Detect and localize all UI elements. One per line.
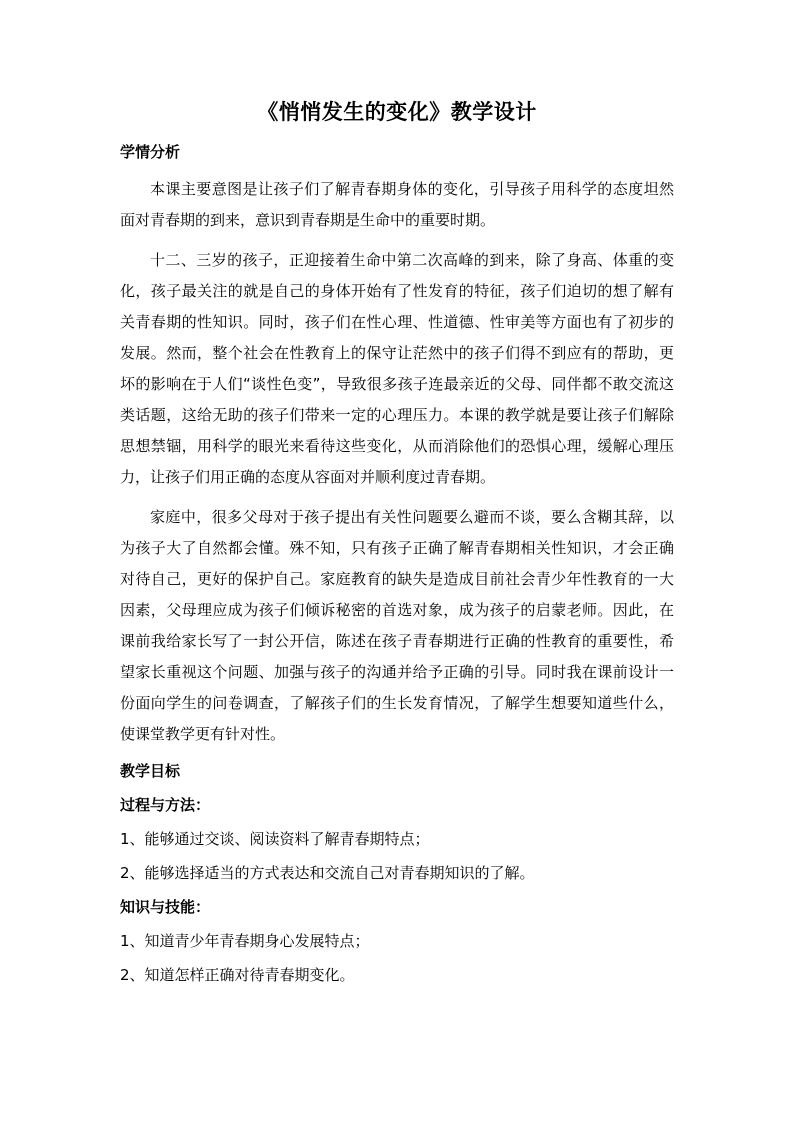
knowledge-item-1: 1、知道青少年青春期身心发展特点； xyxy=(120,932,370,950)
analysis-paragraph-1: 本课主要意图是让孩子们了解青春期身体的变化，引导孩子用科学的态度坦然面对青春期的到来，意识到青春期是生命中的重要时期。 xyxy=(120,180,674,229)
process-item-2: 2、能够选择适当的方式表达和交流自己对青春期知识的了解。 xyxy=(120,864,535,882)
analysis-paragraph-3: 家庭中，很多父母对于孩子提出有关性问题要么避而不谈，要么含糊其辞，以为孩子大了自然都会懂。殊不知，只有孩子正确了解青春期相关性知识，才会正确对待自己，更好的保护自己。家庭教育的缺失是造成目前社会青少年性教育的一大因素，父母理应成为孩子们倾诉秘密的首选对象，成为孩子的启蒙老师。因此，在课前我给家长写了一封公开信，陈述在孩子青春期进行正确的性教育的重要性，希望家长重视这个问题、加强与孩子的沟通并给予正确的引导。同时我在课前设计一份面向学生的问卷调查，了解孩子们的生长发育情况，了解学生想要知道些什么，使课堂教学更有针对性。 xyxy=(120,508,674,743)
section-heading-goals: 教学目标 xyxy=(120,762,181,780)
subheading-knowledge-skills: 知识与技能： xyxy=(120,898,211,916)
process-item-1: 1、能够通过交谈、阅读资料了解青春期特点； xyxy=(120,830,430,848)
document-title: 《悄悄发生的变化》教学设计 xyxy=(257,99,537,124)
knowledge-item-2: 2、知道怎样正确对待青春期变化。 xyxy=(120,966,355,984)
subheading-process-methods: 过程与方法： xyxy=(120,796,211,814)
document-page xyxy=(120,96,674,997)
analysis-paragraph-2: 十二、三岁的孩子，正迎接着生命中第二次高峰的到来，除了身高、体重的变化，孩子最关注的就是自己的身体开始有了性发育的特征，孩子们迫切的想了解有关青春期的性知识。同时，孩子们在性心理、性道德、性审美等方面也有了初步的发展。然而，整个社会在性教育上的保守让茫然中的孩子们得不到应有的帮助，更坏的影响在于人们“谈性色变”，导致很多孩子连最亲近的父母、同伴都不敢交流这类话题，这给无助的孩子们带来一定的心理压力。本课的教学就是要让孩子们解除思想禁锢，用科学的眼光来看待这些变化，从而消除他们的恐惧心理，缓解心理压力，让孩子们用正确的态度从容面对并顺利度过青春期。 xyxy=(120,251,674,486)
section-heading-analysis: 学情分析 xyxy=(120,143,181,161)
